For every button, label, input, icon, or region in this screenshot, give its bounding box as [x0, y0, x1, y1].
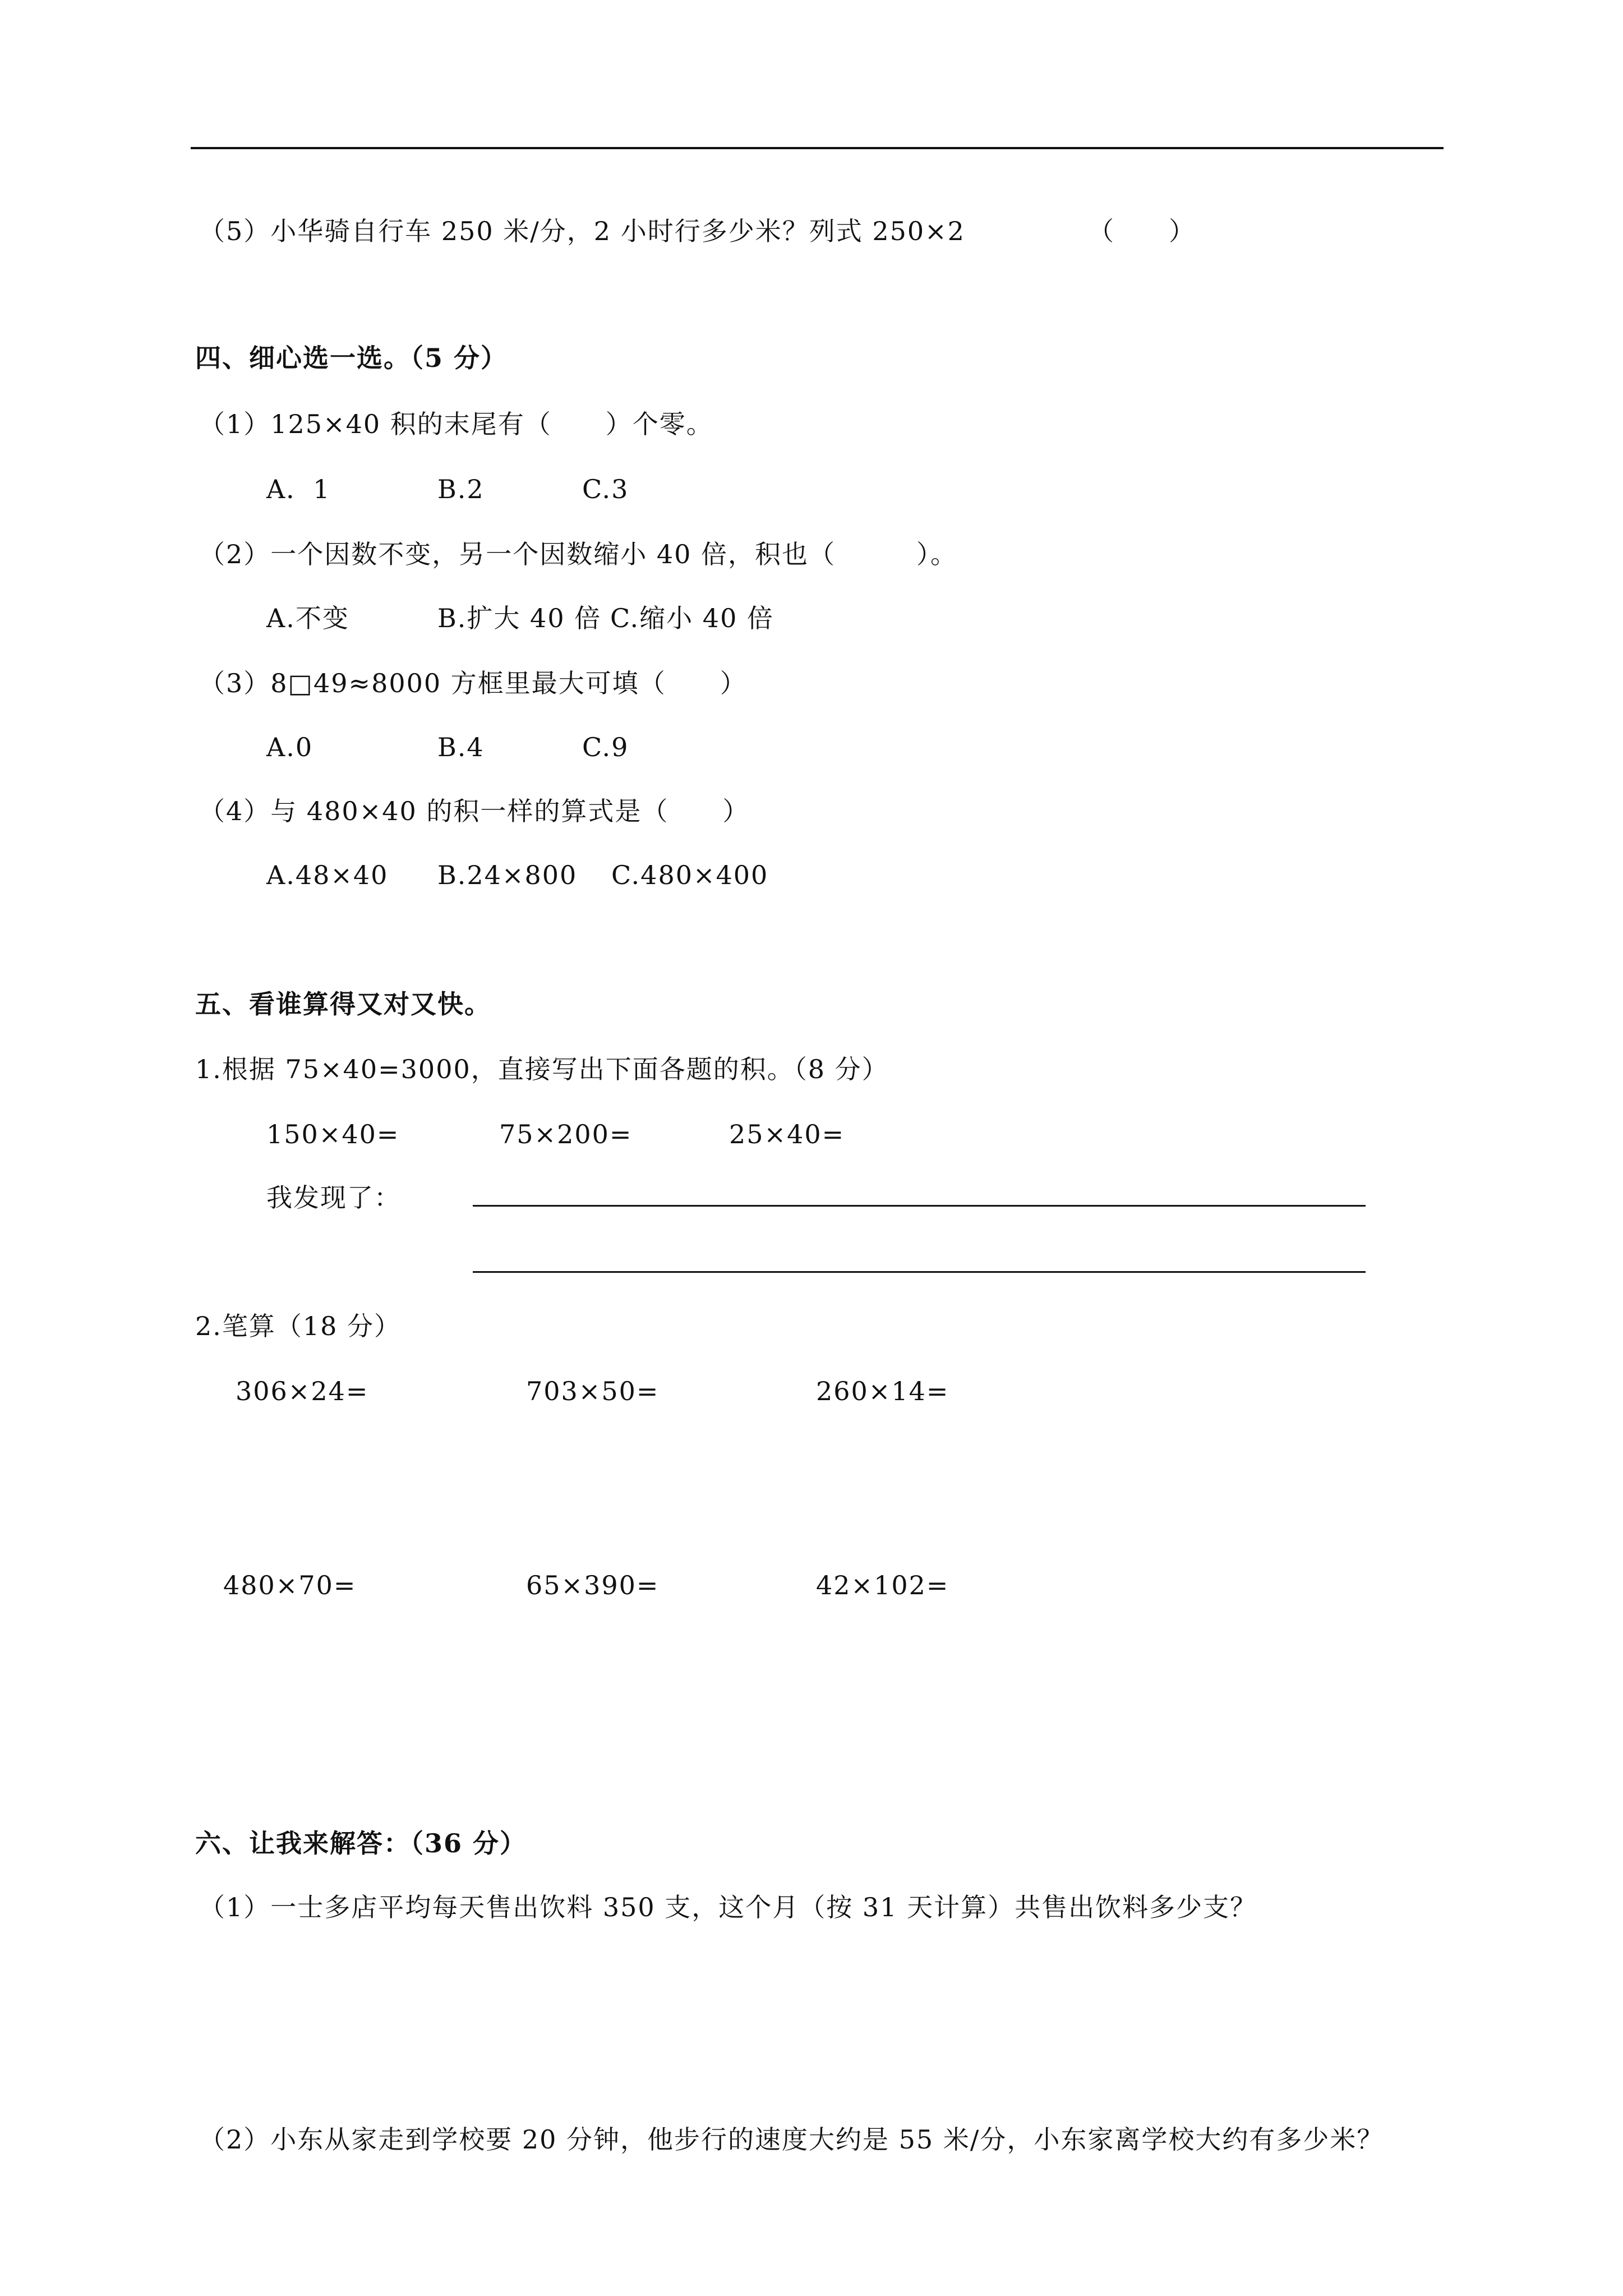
- s6-question-1: （1）一士多店平均每天售出饮料 350 支，这个月（按 31 天计算）共售出饮料多少支？: [199, 1892, 1257, 1922]
- s4-q2-option-b: B.扩大 40 倍: [437, 603, 602, 633]
- s4-q1-stem: （1）125×40 积的末尾有（ ）个零。: [199, 409, 713, 439]
- calc-item-5: 65×390=: [526, 1570, 660, 1600]
- calc-item-1: 306×24=: [236, 1376, 369, 1406]
- s6-question-2: （2）小东从家走到学校要 20 分钟，他步行的速度大约是 55 米/分，小东家离学校大约有多少米？: [199, 2124, 1384, 2155]
- s4-q3-option-b: B.4: [437, 732, 485, 762]
- section5-heading: 五、看谁算得又对又快。: [195, 989, 491, 1019]
- s4-q1-option-c: C.3: [582, 474, 629, 504]
- s4-q3-option-c: C.9: [582, 732, 629, 762]
- s5-part1-title: 1.根据 75×40=3000，直接写出下面各题的积。（8 分）: [195, 1054, 889, 1084]
- discover-label: 我发现了：: [266, 1182, 401, 1213]
- s4-q4-option-b: B.24×800: [437, 860, 578, 890]
- s4-q4-option-a: A.48×40: [266, 860, 389, 890]
- s4-q1-option-b: B.2: [437, 474, 485, 504]
- header-rule: [191, 147, 1444, 149]
- s4-q1-option-a: A．1: [266, 474, 331, 504]
- section6-heading: 六、让我来解答：（36 分）: [195, 1828, 527, 1858]
- s5-part1-item-1: 150×40=: [266, 1119, 400, 1149]
- s5-part1-item-3: 25×40=: [729, 1119, 845, 1149]
- answer-line-1: [473, 1205, 1366, 1207]
- s4-q3-stem: （3）8□49≈8000 方框里最大可填（ ）: [199, 668, 747, 698]
- calc-item-3: 260×14=: [816, 1376, 949, 1406]
- q3-item5-answer-paren: （ ）: [1088, 216, 1196, 246]
- s4-q2-stem: （2）一个因数不变，另一个因数缩小 40 倍，积也（ ）。: [199, 539, 958, 569]
- s5-part1-item-2: 75×200=: [499, 1119, 633, 1149]
- s4-q2-option-a: A.不变: [266, 603, 349, 633]
- s4-q4-option-c: C.480×400: [611, 860, 769, 890]
- answer-line-2: [473, 1271, 1366, 1273]
- calc-item-2: 703×50=: [526, 1376, 660, 1406]
- calc-item-6: 42×102=: [816, 1570, 949, 1600]
- q3-item5-text: （5）小华骑自行车 250 米/分，2 小时行多少米？列式 250×2: [199, 216, 965, 246]
- s4-q4-stem: （4）与 480×40 的积一样的算式是（ ）: [199, 796, 750, 826]
- s4-q2-option-c: C.缩小 40 倍: [610, 603, 774, 633]
- calc-item-4: 480×70=: [223, 1570, 357, 1600]
- s5-part2-title: 2.笔算（18 分）: [195, 1311, 402, 1341]
- s4-q3-option-a: A.0: [266, 732, 313, 762]
- section4-heading: 四、细心选一选。（5 分）: [195, 343, 508, 373]
